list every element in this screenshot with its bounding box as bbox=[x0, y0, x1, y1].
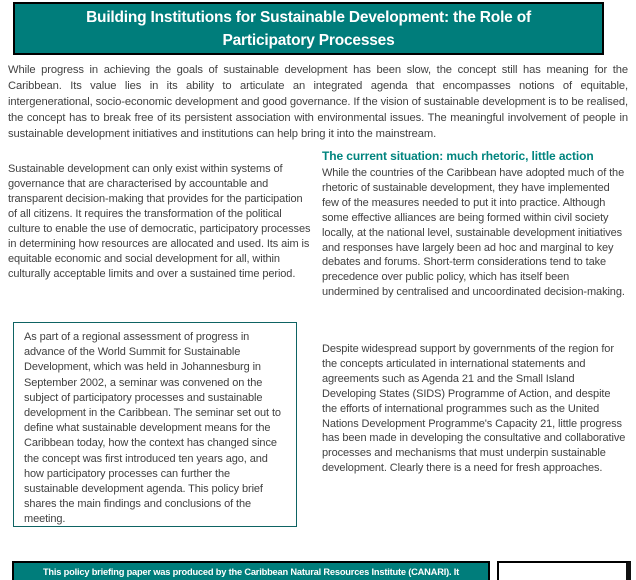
footer-credit-text: This policy briefing paper was produced by the Caribbean Natural Resources Institute (CANARI). It bbox=[42, 567, 460, 577]
seminar-callout-text: As part of a regional assessment of progress in advance of the World Summit for Sustainable Development, which was held in Johannesburg in September 2002, a seminar was convened on the subject of participatory processes and sustainable development in the Caribbean. The seminar set out to define what sustainable development means for the Caribbean today, how the context has changed since the concept was first introduced ten years ago, and how participatory processes can further the sustainable development agenda. This policy brief shares the main findings and conclusions of the meeting. bbox=[24, 331, 281, 526]
section-heading-current-situation: The current situation: much rhetoric, little action bbox=[322, 149, 594, 163]
footer-logo-area bbox=[497, 561, 631, 580]
page-title-line1: Building Institutions for Sustainable Development: the Role of bbox=[86, 8, 531, 26]
page-title-line2: Participatory Processes bbox=[222, 31, 395, 49]
title-banner bbox=[13, 2, 604, 55]
left-column-paragraph: Sustainable development can only exist within systems of governance that are characterised by accountable and transparent decision-making that provides for the participation of all citizens. It requires the transformation of the political culture to enable the use of democratic, participatory processes in determining how resources are allocated and used. Its aim is equitable economic and social development for all, within culturally acceptable limits and over a sustained time period. bbox=[8, 163, 311, 280]
right-column-paragraph-2: Despite widespread support by governments of the region for the concepts articulated in international statements and agreements such as Agenda 21 and the Small Island Developing States (SIDS) Programme of Action, and despite the efforts of international programmes such as the United Nations Development Programme's Capacity 21, little progress has been made in developing the consultative and collaborative processes and mechanisms that must underpin sustainable development. Clearly there is a need for fresh approaches. bbox=[322, 343, 626, 475]
seminar-callout-box bbox=[13, 322, 297, 527]
intro-paragraph: While progress in achieving the goals of sustainable development has been slow, the concept still has meaning for the Caribbean. Its value lies in its ability to articulate an integrated agenda that encompasses notions of equitable, intergenerational, socio-economic development and good governance. If the vision of sustainable development is to be realised, the concept has to break free of its persistent association with environmental issues. The meaningful involvement of people in sustainable development initiatives and institutions can help bring it into the mainstream. bbox=[8, 64, 628, 140]
right-column-paragraph-1: While the countries of the Caribbean have adopted much of the rhetoric of sustainable development, they have implemented few of the measures needed to put it into practice. Although some effective alliances are being formed within civil society locally, at the national level, sustainable development initiatives and responses have largely been ad hoc and marginal to key debates and forums. Short-term considerations tend to take precedence over public policy, which has itself been undermined by centralised and uncoordinated decision-making. bbox=[322, 167, 625, 299]
footer-credit-banner bbox=[12, 561, 490, 580]
